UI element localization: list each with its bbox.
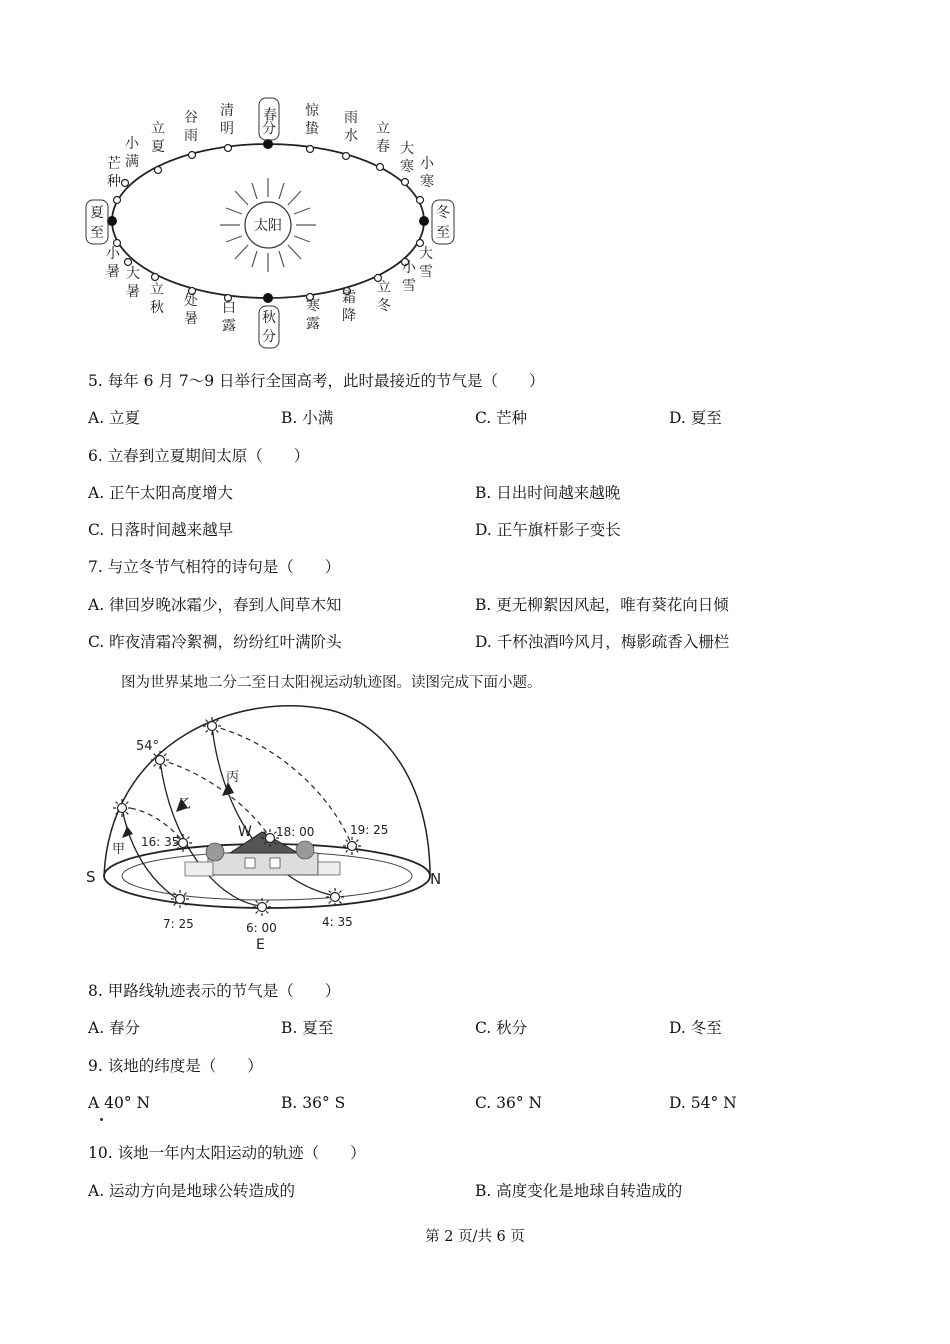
- term-xiazhi: 夏: [90, 205, 104, 221]
- passage-intro: 图为世界某地二分二至日太阳视运动轨迹图。读图完成下面小题。: [121, 675, 542, 691]
- q7-option-d[interactable]: D. 千杯浊酒吟风月，梅影疏香入栅栏: [475, 633, 730, 651]
- term-bottom-2-char-0: 立: [150, 282, 164, 298]
- svg-text:分: 分: [262, 121, 276, 137]
- solar-terms-diagram: [80, 90, 460, 355]
- page-footer: 第 2 页/共 6 页: [425, 1229, 525, 1245]
- time-1800: 18: 00: [276, 825, 315, 839]
- svg-text:至: 至: [90, 225, 104, 241]
- q9-option-c[interactable]: C. 36° N: [475, 1094, 543, 1112]
- sun-position-icon: [253, 898, 271, 916]
- term-bottom-2-char-1: 秋: [150, 300, 164, 316]
- q8-option-d[interactable]: D. 冬至: [669, 1019, 722, 1037]
- term-bottom-1-char-0: 大: [126, 266, 140, 282]
- term-bottom-4-char-0: 白: [222, 300, 236, 316]
- term-mangzhong-char-1: 种: [107, 174, 121, 190]
- term-top-8-char-0: 大: [400, 141, 414, 157]
- path-label-yi: 乙: [178, 797, 192, 812]
- path-label-jia: 甲: [112, 842, 126, 857]
- term-top-6-char-0: 雨: [344, 110, 358, 126]
- term-chunfen: 春: [261, 107, 277, 121]
- direction-e: E: [256, 937, 265, 953]
- q5-option-a[interactable]: A. 立夏: [88, 409, 141, 427]
- sun-position-icon: [171, 890, 189, 908]
- term-dongzhi: 冬: [436, 205, 450, 221]
- term-top-5-char-0: 惊: [305, 103, 319, 119]
- q6-option-d[interactable]: D. 正午旗杆影子变长: [475, 521, 621, 539]
- term-bottom-9-char-1: 雪: [402, 278, 416, 294]
- term-bottom-8-char-1: 冬: [377, 298, 391, 314]
- term-bottom-10-char-1: 雪: [419, 264, 433, 280]
- svg-text:至: 至: [436, 225, 450, 241]
- time-0725: 7: 25: [163, 917, 194, 931]
- q9-option-d[interactable]: D. 54° N: [669, 1094, 737, 1112]
- term-top-0-char-0: 小: [125, 136, 139, 152]
- term-top-2-char-0: 谷: [184, 110, 198, 126]
- sun-icon: [220, 178, 316, 272]
- direction-s: S: [86, 868, 96, 886]
- term-bottom-7-char-0: 霜: [342, 290, 356, 306]
- term-bottom-8-char-0: 立: [377, 280, 391, 296]
- q10-option-b[interactable]: B. 高度变化是地球自转造成的: [475, 1182, 683, 1200]
- q5-option-c[interactable]: C. 芒种: [475, 409, 528, 427]
- sun-position-icon: [326, 888, 344, 906]
- q5-option-d[interactable]: D. 夏至: [669, 409, 722, 427]
- sun-path-diagram: [80, 700, 450, 960]
- q10-stem: 10. 该地一年内太阳运动的轨迹（ ）: [88, 1144, 366, 1162]
- q6-option-c[interactable]: C. 日落时间越来越早: [88, 521, 234, 539]
- q8-option-a[interactable]: A. 春分: [88, 1019, 141, 1037]
- time-0435: 4: 35: [322, 915, 353, 929]
- q10-option-a[interactable]: A. 运动方向是地球公转造成的: [88, 1182, 296, 1200]
- term-bottom-10-char-0: 大: [419, 246, 433, 262]
- q9-option-a[interactable]: A 40° N: [88, 1094, 151, 1112]
- term-top-6-char-1: 水: [344, 128, 358, 144]
- term-bottom-3-char-1: 暑: [184, 311, 198, 327]
- term-top-3-char-0: 清: [220, 103, 234, 119]
- term-bottom-4-char-1: 露: [222, 318, 236, 334]
- q8-option-c[interactable]: C. 秋分: [475, 1019, 528, 1037]
- q7-stem: 7. 与立冬节气相符的诗句是（ ）: [88, 558, 341, 576]
- angle-label: 54°: [136, 739, 160, 754]
- time-0600: 6: 00: [246, 921, 277, 935]
- sun-position-icon: [343, 837, 361, 855]
- q5-option-b[interactable]: B. 小满: [281, 409, 334, 427]
- q6-option-b[interactable]: B. 日出时间越来越晚: [475, 484, 621, 502]
- term-bottom-0-char-1: 暑: [106, 264, 120, 280]
- sun-position-icon: [203, 717, 221, 735]
- term-top-2-char-1: 雨: [184, 128, 198, 144]
- q5-stem: 5. 每年 6 月 7～9 日举行全国高考，此时最接近的节气是（ ）: [88, 372, 545, 390]
- time-1925: 19: 25: [350, 823, 389, 837]
- term-top-5-char-1: 蛰: [305, 121, 319, 137]
- term-top-7-char-0: 立: [376, 121, 390, 137]
- sun-position-icon: [113, 799, 131, 817]
- term-bottom-3-char-0: 处: [184, 293, 198, 309]
- q7-option-a[interactable]: A. 律回岁晚冰霜少，春到人间草木知: [88, 596, 342, 614]
- term-mangzhong-char-0: 芒: [107, 156, 121, 172]
- term-top-0-char-1: 满: [125, 154, 139, 170]
- term-bottom-0-char-0: 小: [106, 246, 120, 262]
- term-bottom-1-char-1: 暑: [126, 284, 140, 300]
- q8-stem: 8. 甲路线轨迹表示的节气是（ ）: [88, 982, 341, 1000]
- term-top-1-char-0: 立: [151, 121, 165, 137]
- term-bottom-7-char-1: 降: [342, 308, 356, 324]
- time-1635: 16: 35: [141, 835, 180, 849]
- q6-stem: 6. 立春到立夏期间太原（ ）: [88, 447, 310, 465]
- term-qiufen: 秋: [262, 310, 276, 326]
- svg-text:分: 分: [262, 329, 276, 345]
- path-label-bing: 丙: [226, 770, 240, 785]
- q9-stem: 9. 该地的纬度是（ ）: [88, 1057, 263, 1075]
- q8-option-b[interactable]: B. 夏至: [281, 1019, 334, 1037]
- term-bottom-6-char-0: 寒: [306, 298, 320, 314]
- term-bottom-6-char-1: 露: [306, 316, 320, 332]
- direction-n: N: [430, 870, 442, 888]
- sun-label: 太阳: [254, 218, 282, 234]
- q7-option-b[interactable]: B. 更无柳絮因风起，唯有葵花向日倾: [475, 596, 729, 614]
- stray-dot: [100, 1118, 103, 1121]
- term-top-8-char-1: 寒: [400, 159, 414, 175]
- direction-w: W: [238, 824, 252, 840]
- term-top-9-char-1: 寒: [420, 174, 434, 190]
- q9-option-b[interactable]: B. 36° S: [281, 1094, 346, 1112]
- term-top-7-char-1: 春: [376, 139, 390, 155]
- q6-option-a[interactable]: A. 正午太阳高度增大: [88, 484, 234, 502]
- term-top-9-char-0: 小: [420, 156, 434, 172]
- q7-option-c[interactable]: C. 昨夜清霜冷絮裯，纷纷红叶满阶头: [88, 633, 342, 651]
- term-top-1-char-1: 夏: [151, 139, 165, 155]
- term-top-3-char-1: 明: [220, 121, 234, 137]
- term-bottom-9-char-0: 小: [402, 260, 416, 276]
